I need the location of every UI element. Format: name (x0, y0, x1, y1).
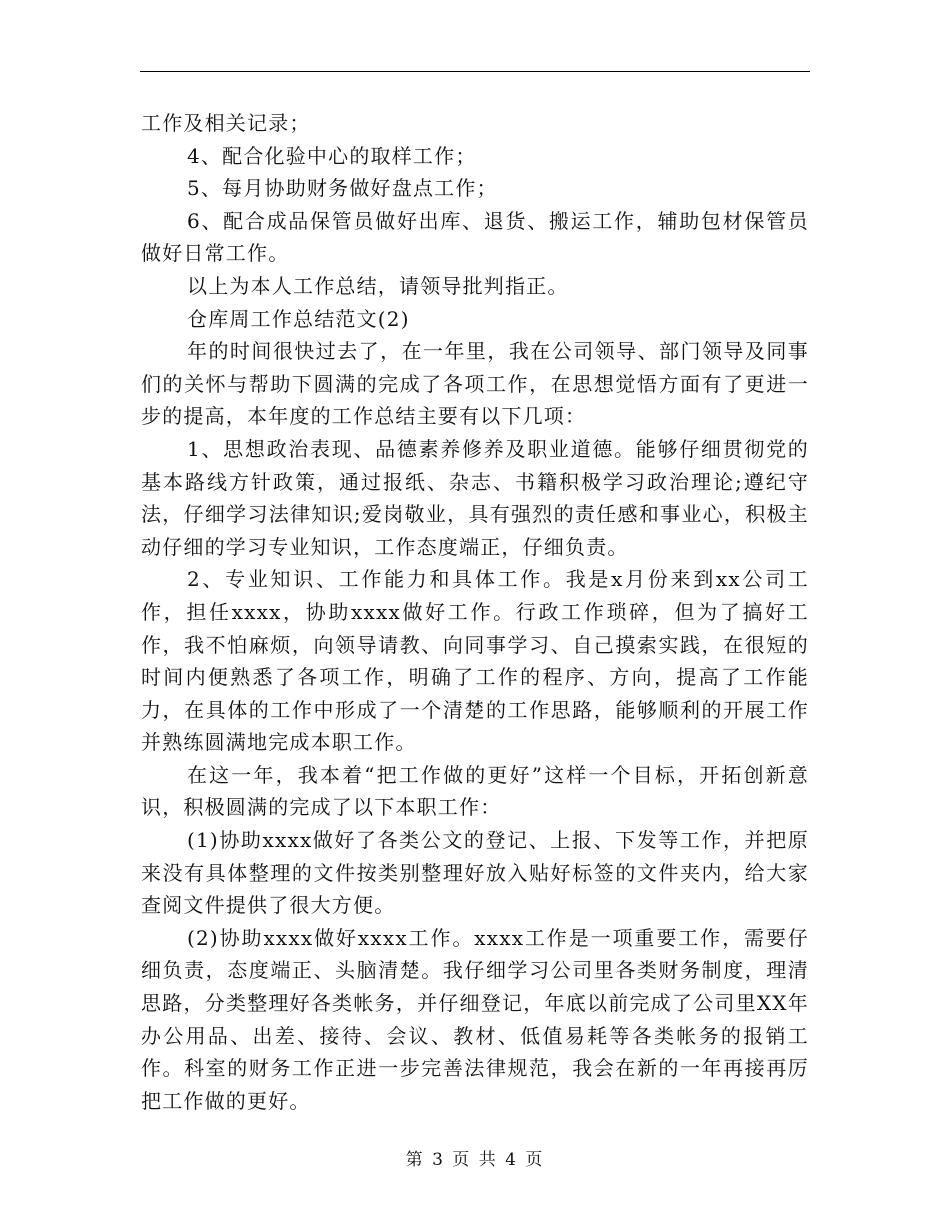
paragraph-7: 年的时间很快过去了，在一年里，我在公司领导、部门领导及同事们的关怀与帮助下圆满的完成了各项工作，在思想觉悟方面有了更进一步的提高，本年度的工作总结主要有以下几项： (141, 339, 809, 429)
paragraph-11: (1)协助xxxx做好了各类公文的登记、上报、下发等工作，并把原来没有具体整理的文件按类别整理好放入贴好标签的文件夹内，给大家查阅文件提供了很大方便。 (141, 828, 809, 918)
paragraph-10: 在这一年，我本着“把工作做的更好”这样一个目标，开拓创新意识，积极圆满的完成了以下本职工作： (141, 762, 809, 820)
document-body (141, 107, 809, 1117)
paragraph-9: 2、专业知识、工作能力和具体工作。我是x月份来到xx公司工作，担任xxxx，协助xxxx做好工作。行政工作琐碎，但为了搞好工作，我不怕麻烦，向领导请教、向同事学习、自己摸索实践，在很短的时间内便熟悉了各项工作，明确了工作的程序、方向，提高了工作能力，在具体的工作中形成了一个清楚的工作思路，能够顺利的开展工作并熟练圆满地完成本职工作。 (141, 567, 809, 755)
paragraph-3: 5、每月协助财务做好盘点工作； (187, 176, 498, 201)
paragraph-2: 4、配合化验中心的取样工作； (187, 143, 477, 168)
section-title: 仓库周工作总结范文(2) (187, 306, 410, 331)
page-number-footer: 第 3 页 共 4 页 (405, 1150, 545, 1170)
paragraph-1: 工作及相关记录； (141, 111, 311, 135)
paragraph-4: 6、配合成品保管员做好出库、退货、搬运工作，辅助包材保管员做好日常工作。 (141, 208, 809, 266)
paragraph-12: (2)协助xxxx做好xxxx工作。xxxx工作是一项重要工作，需要仔细负责，态度端正、头脑清楚。我仔细学习公司里各类财务制度，理清思路，分类整理好各类帐务，并仔细登记，年底以前完成了公司里XX年办公用品、出差、接待、会议、教材、低值易耗等各类帐务的报销工作。科室的财务工作正进一步完善法律规范，我会在新的一年再接再厉把工作做的更好。 (141, 925, 809, 1113)
header-rule (140, 71, 810, 72)
paragraph-8: 1、思想政治表现、品德素养修养及职业道德。能够仔细贯彻党的基本路线方针政策，通过报纸、杂志、书籍积极学习政治理论;遵纪守法，仔细学习法律知识;爱岗敬业，具有强烈的责任感和事业心，积极主动仔细的学习专业知识，工作态度端正，仔细负责。 (141, 436, 809, 559)
paragraph-5: 以上为本人工作总结，请领导批判指正。 (187, 273, 569, 298)
